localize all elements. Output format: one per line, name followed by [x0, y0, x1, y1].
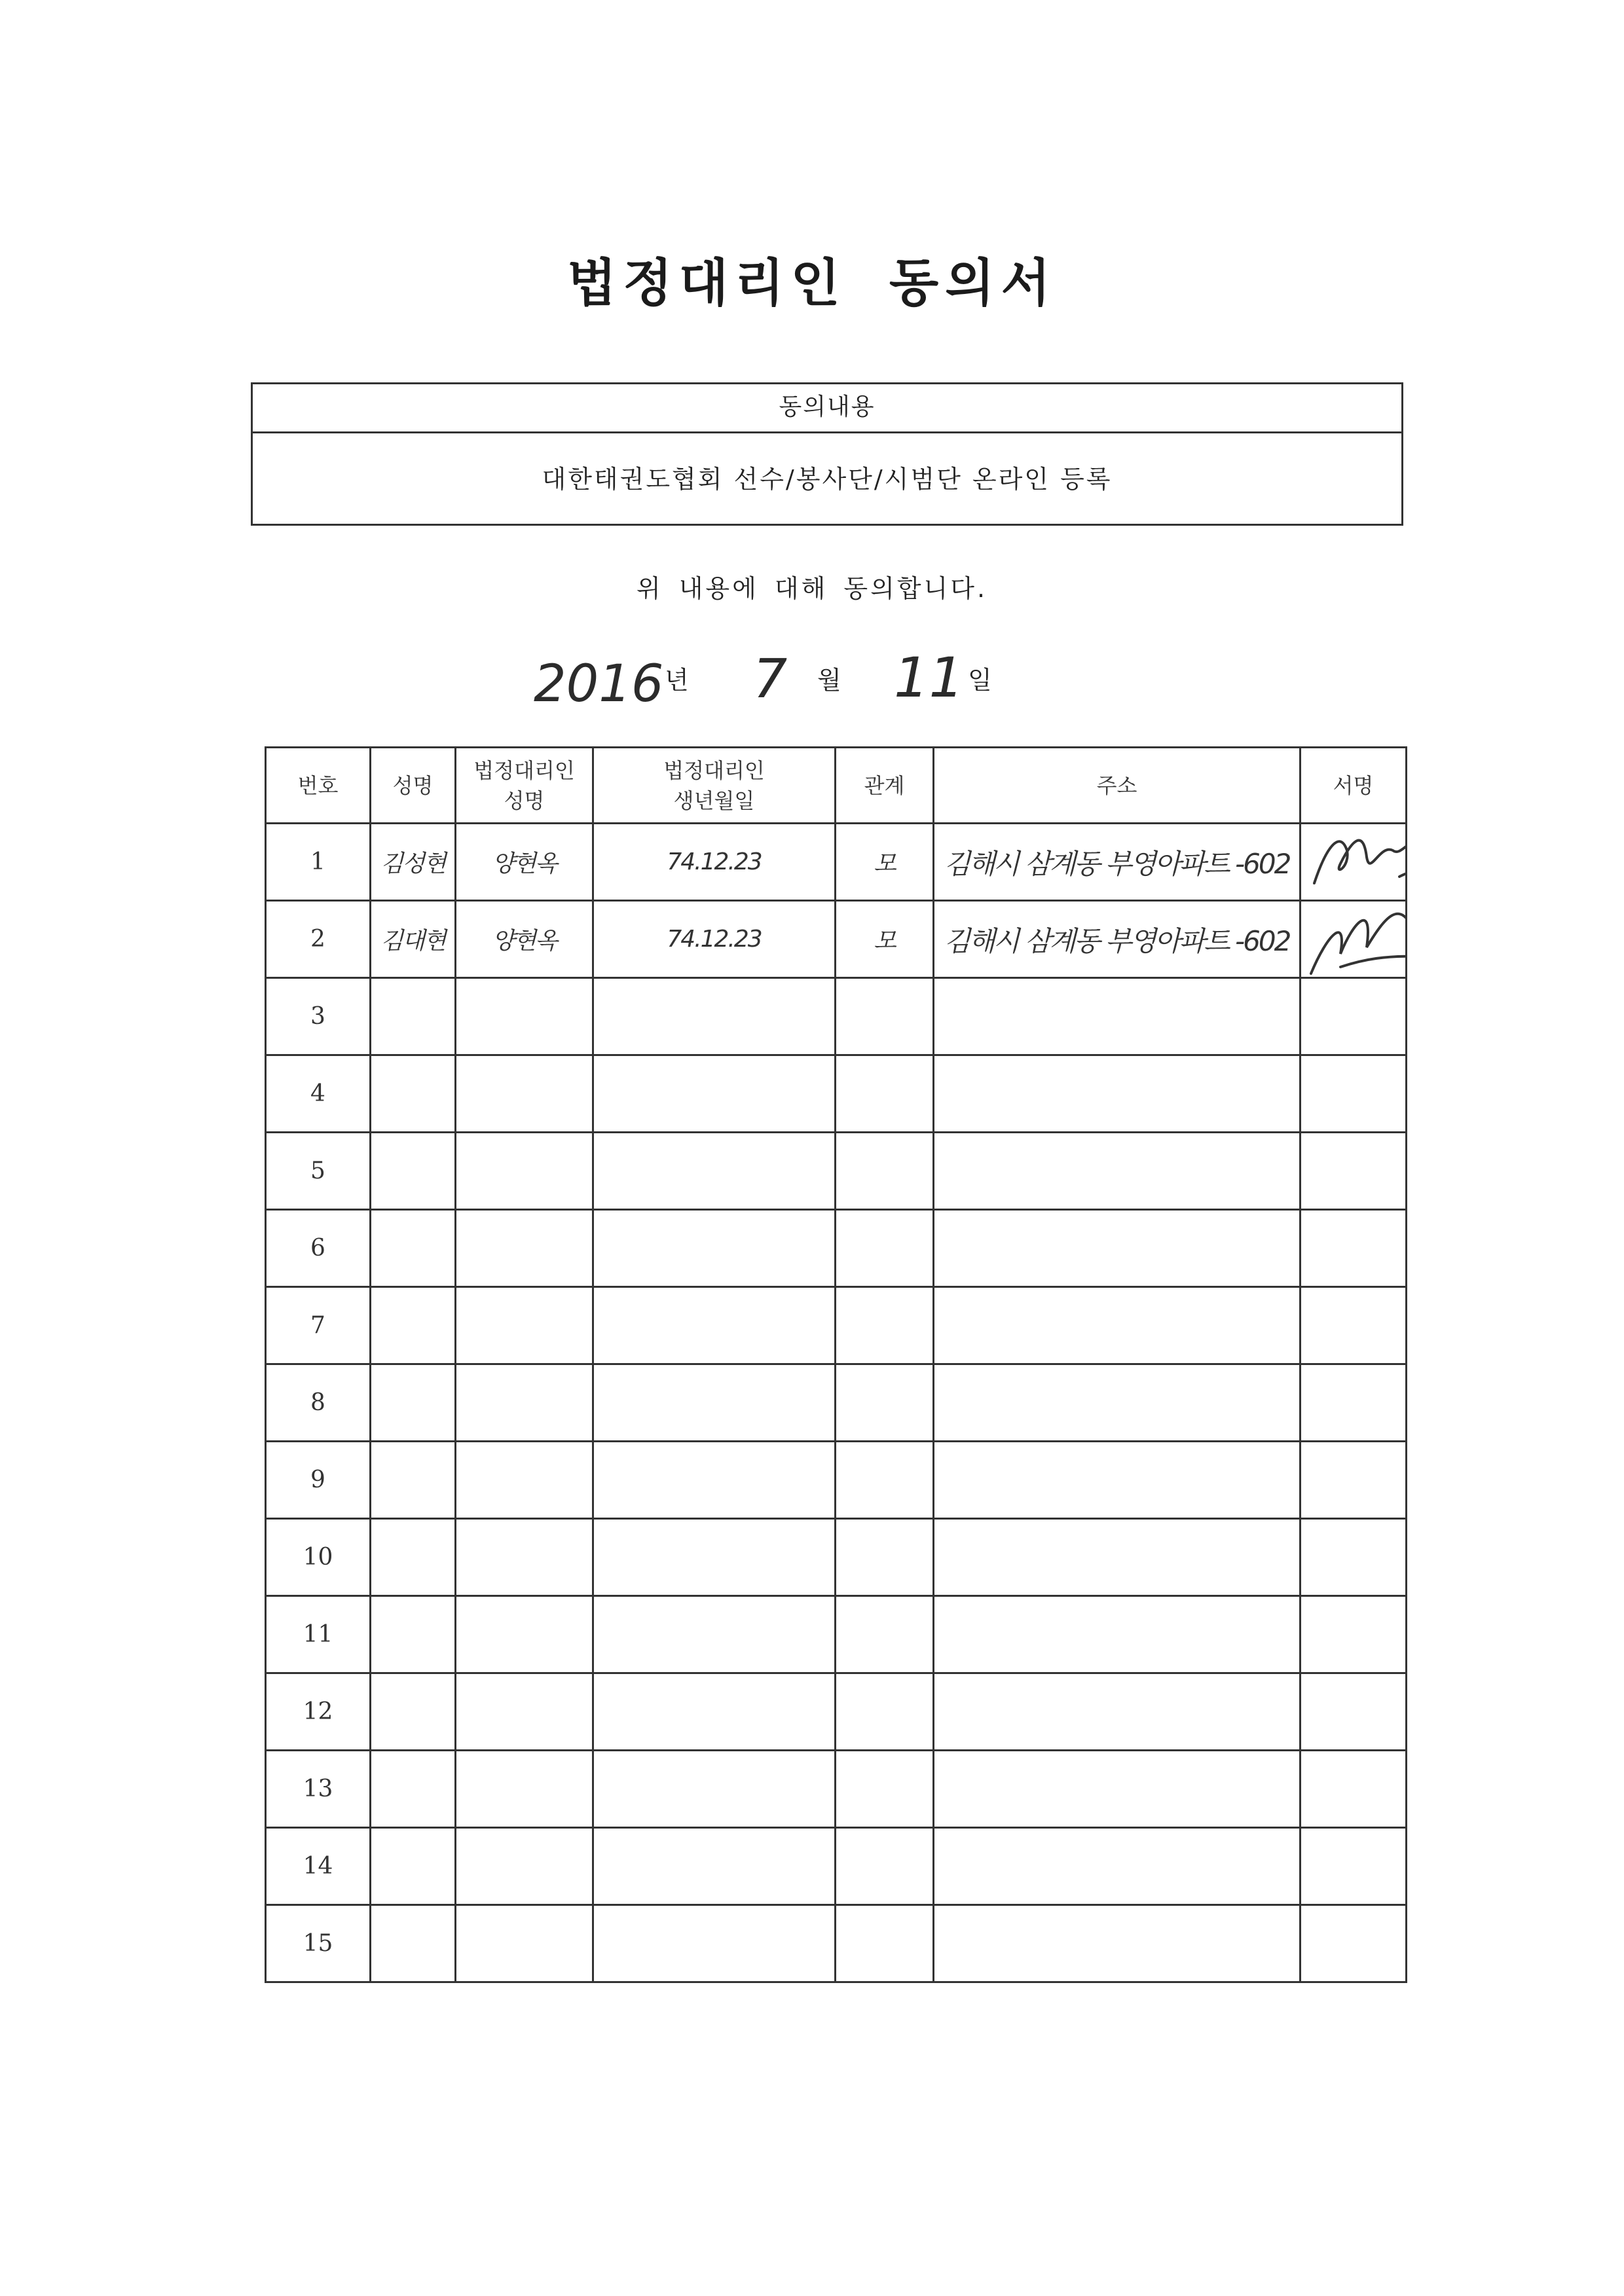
row-name: 김성현 — [371, 824, 456, 901]
row-address — [934, 1364, 1301, 1442]
row-guardian-name — [456, 1751, 593, 1828]
row-name — [371, 1751, 456, 1828]
row-name — [371, 1596, 456, 1673]
row-name — [371, 1364, 456, 1442]
table-row — [266, 1828, 1407, 1905]
header-guardian-name: 법정대리인 성명 — [456, 748, 593, 824]
row-name — [371, 1828, 456, 1905]
row-signature — [1301, 1828, 1407, 1905]
row-number: 9 — [266, 1442, 371, 1519]
row-signature — [1301, 901, 1407, 978]
row-relation — [836, 1905, 934, 1982]
row-address — [934, 1751, 1301, 1828]
table-row — [266, 824, 1407, 901]
row-signature — [1301, 1673, 1407, 1751]
row-guardian-name — [456, 1596, 593, 1673]
row-address — [934, 1287, 1301, 1364]
row-name — [371, 1287, 456, 1364]
row-relation: 모 — [836, 824, 934, 901]
row-signature — [1301, 1905, 1407, 1982]
signature-mark — [1301, 901, 1407, 978]
row-name — [371, 1055, 456, 1133]
row-name — [371, 1519, 456, 1596]
row-address — [934, 1442, 1301, 1519]
row-relation — [836, 1519, 934, 1596]
row-signature — [1301, 1596, 1407, 1673]
header-signature: 서명 — [1301, 748, 1407, 824]
row-guardian-birth — [593, 1133, 836, 1210]
date-year-unit: 년 — [665, 666, 689, 695]
header-number: 번호 — [266, 748, 371, 824]
row-signature — [1301, 824, 1407, 901]
row-guardian-birth — [593, 1519, 836, 1596]
table-row — [266, 1133, 1407, 1210]
row-guardian-name — [456, 1828, 593, 1905]
row-relation — [836, 1133, 934, 1210]
table-row — [266, 1364, 1407, 1442]
row-signature — [1301, 1287, 1407, 1364]
row-number: 3 — [266, 978, 371, 1055]
row-guardian-birth — [593, 1751, 836, 1828]
row-guardian-name — [456, 1210, 593, 1287]
row-relation — [836, 1596, 934, 1673]
row-relation — [836, 1210, 934, 1287]
row-number: 13 — [266, 1751, 371, 1828]
row-guardian-birth — [593, 1442, 836, 1519]
row-guardian-name — [456, 1055, 593, 1133]
row-signature — [1301, 1055, 1407, 1133]
document-title: 법정대리인 동의서 — [567, 253, 1057, 313]
table-row — [266, 1751, 1407, 1828]
row-address: 김해시 삼계동 부영아파트 -602 — [934, 824, 1301, 901]
table-row — [266, 978, 1407, 1055]
table-row — [266, 1055, 1407, 1133]
table-row — [266, 901, 1407, 978]
row-guardian-name — [456, 1287, 593, 1364]
row-address — [934, 1133, 1301, 1210]
table-row — [266, 1905, 1407, 1982]
row-address — [934, 1519, 1301, 1596]
row-signature — [1301, 1519, 1407, 1596]
header-address: 주소 — [934, 748, 1301, 824]
row-name — [371, 1442, 456, 1519]
row-address — [934, 1055, 1301, 1133]
header-relation: 관계 — [836, 748, 934, 824]
table-row — [266, 1210, 1407, 1287]
row-signature — [1301, 978, 1407, 1055]
row-guardian-birth: 74.12.23 — [593, 824, 836, 901]
date-year-handwritten: 2016 — [534, 655, 664, 714]
row-relation — [836, 978, 934, 1055]
header-guardian-birth: 법정대리인 생년월일 — [593, 748, 836, 824]
row-address: 김해시 삼계동 부영아파트 -602 — [934, 901, 1301, 978]
row-number: 10 — [266, 1519, 371, 1596]
row-address — [934, 1210, 1301, 1287]
row-signature — [1301, 1751, 1407, 1828]
consent-content-body: 대한태권도협회 선수/봉사단/시범단 온라인 등록 — [542, 465, 1113, 494]
row-guardian-birth: 74.12.23 — [593, 901, 836, 978]
row-guardian-name — [456, 1442, 593, 1519]
row-number: 11 — [266, 1596, 371, 1673]
row-guardian-birth — [593, 978, 836, 1055]
row-signature — [1301, 1364, 1407, 1442]
row-relation — [836, 1055, 934, 1133]
row-number: 1 — [266, 824, 371, 901]
row-address — [934, 1905, 1301, 1982]
date-month-handwritten: 7 — [753, 648, 788, 710]
row-guardian-birth — [593, 1055, 836, 1133]
row-name — [371, 1673, 456, 1751]
row-name: 김대현 — [371, 901, 456, 978]
row-address — [934, 1673, 1301, 1751]
row-number: 4 — [266, 1055, 371, 1133]
row-relation — [836, 1673, 934, 1751]
signature-mark — [1301, 824, 1407, 901]
row-relation — [836, 1751, 934, 1828]
row-name — [371, 1905, 456, 1982]
table-row — [266, 1287, 1407, 1364]
row-guardian-birth — [593, 1364, 836, 1442]
row-relation — [836, 1287, 934, 1364]
row-relation — [836, 1364, 934, 1442]
row-number: 7 — [266, 1287, 371, 1364]
consent-content-box — [251, 382, 1403, 526]
agreement-statement: 위 내용에 대해 동의합니다. — [636, 574, 988, 603]
row-address — [934, 1596, 1301, 1673]
row-guardian-birth — [593, 1673, 836, 1751]
table-row — [266, 1673, 1407, 1751]
row-guardian-name — [456, 1364, 593, 1442]
row-number: 2 — [266, 901, 371, 978]
row-signature — [1301, 1133, 1407, 1210]
row-number: 5 — [266, 1133, 371, 1210]
row-signature — [1301, 1210, 1407, 1287]
row-number: 6 — [266, 1210, 371, 1287]
row-guardian-name — [456, 1905, 593, 1982]
row-relation — [836, 1442, 934, 1519]
date-line — [0, 648, 1624, 727]
row-address — [934, 978, 1301, 1055]
row-number: 12 — [266, 1673, 371, 1751]
row-name — [371, 1133, 456, 1210]
row-guardian-name — [456, 1519, 593, 1596]
date-day-unit: 일 — [968, 666, 992, 695]
row-guardian-birth — [593, 1287, 836, 1364]
row-guardian-name — [456, 1133, 593, 1210]
row-guardian-birth — [593, 1210, 836, 1287]
table-header-row — [266, 748, 1407, 824]
date-month-unit: 월 — [817, 666, 841, 695]
row-guardian-name — [456, 978, 593, 1055]
row-guardian-birth — [593, 1596, 836, 1673]
row-guardian-name — [456, 1673, 593, 1751]
row-number: 15 — [266, 1905, 371, 1982]
row-number: 8 — [266, 1364, 371, 1442]
table-row — [266, 1596, 1407, 1673]
row-address — [934, 1828, 1301, 1905]
row-name — [371, 978, 456, 1055]
row-relation — [836, 1828, 934, 1905]
registration-table — [265, 746, 1407, 1983]
row-number: 14 — [266, 1828, 371, 1905]
row-signature — [1301, 1442, 1407, 1519]
row-name — [371, 1210, 456, 1287]
table-row — [266, 1519, 1407, 1596]
header-name: 성명 — [371, 748, 456, 824]
row-guardian-name: 양현옥 — [456, 824, 593, 901]
row-relation: 모 — [836, 901, 934, 978]
row-guardian-name: 양현옥 — [456, 901, 593, 978]
consent-content-header: 동의내용 — [253, 384, 1401, 433]
table-row — [266, 1442, 1407, 1519]
row-guardian-birth — [593, 1905, 836, 1982]
date-day-handwritten: 11 — [894, 646, 964, 710]
row-guardian-birth — [593, 1828, 836, 1905]
